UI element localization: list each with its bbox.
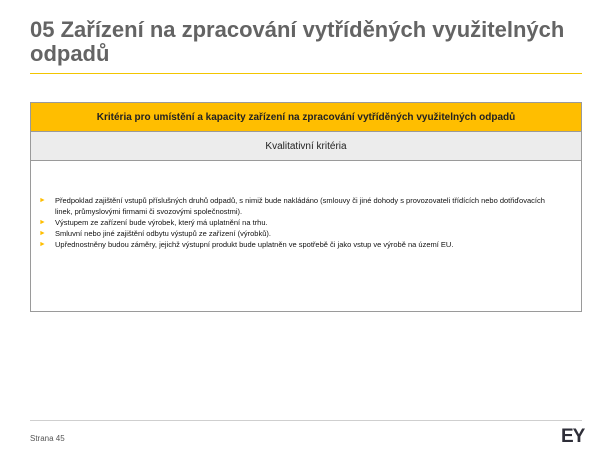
list-item-text: Smluvní nebo jiné zajištění odbytu výstupů ze zařízení (výrobků). bbox=[55, 229, 271, 238]
list-item bbox=[39, 217, 557, 228]
bullet-arrow-icon: ► bbox=[39, 241, 46, 248]
list-item-text: Předpoklad zajištění vstupů příslušných druhů odpadů, s nimiž bude nakládáno (smlouvy či jiné dohody s provozovateli třídících nebo dotřiďovacích linek, průmyslovými firmami či svozovými společnostmi). bbox=[55, 196, 545, 216]
bullet-arrow-icon: ► bbox=[39, 219, 46, 226]
footer-divider bbox=[30, 420, 582, 421]
bullet-arrow-icon: ► bbox=[39, 230, 46, 237]
ey-logo: EY bbox=[561, 426, 585, 447]
page-number: Strana 45 bbox=[30, 434, 65, 443]
bullet-arrow-icon: ► bbox=[39, 197, 46, 204]
title-divider bbox=[30, 73, 582, 74]
list-item-text: Upřednostněny budou záměry, jejichž výstupní produkt bude uplatněn ve spotřebě či jako vstup ve výrobě na území EU. bbox=[55, 240, 454, 249]
criteria-list bbox=[39, 195, 557, 250]
slide-title: 05 Zařízení na zpracování vytříděných využitelných odpadů bbox=[30, 17, 565, 66]
list-item bbox=[39, 195, 557, 217]
criteria-table bbox=[30, 102, 582, 312]
list-item bbox=[39, 228, 557, 239]
list-item-text: Výstupem ze zařízení bude výrobek, který má uplatnění na trhu. bbox=[55, 218, 268, 227]
table-header: Kritéria pro umístění a kapacity zařízení na zpracování vytříděných využitelných odpadů bbox=[31, 103, 581, 132]
table-subheader: Kvalitativní kritéria bbox=[31, 132, 581, 161]
table-body bbox=[31, 161, 581, 311]
list-item bbox=[39, 239, 557, 250]
